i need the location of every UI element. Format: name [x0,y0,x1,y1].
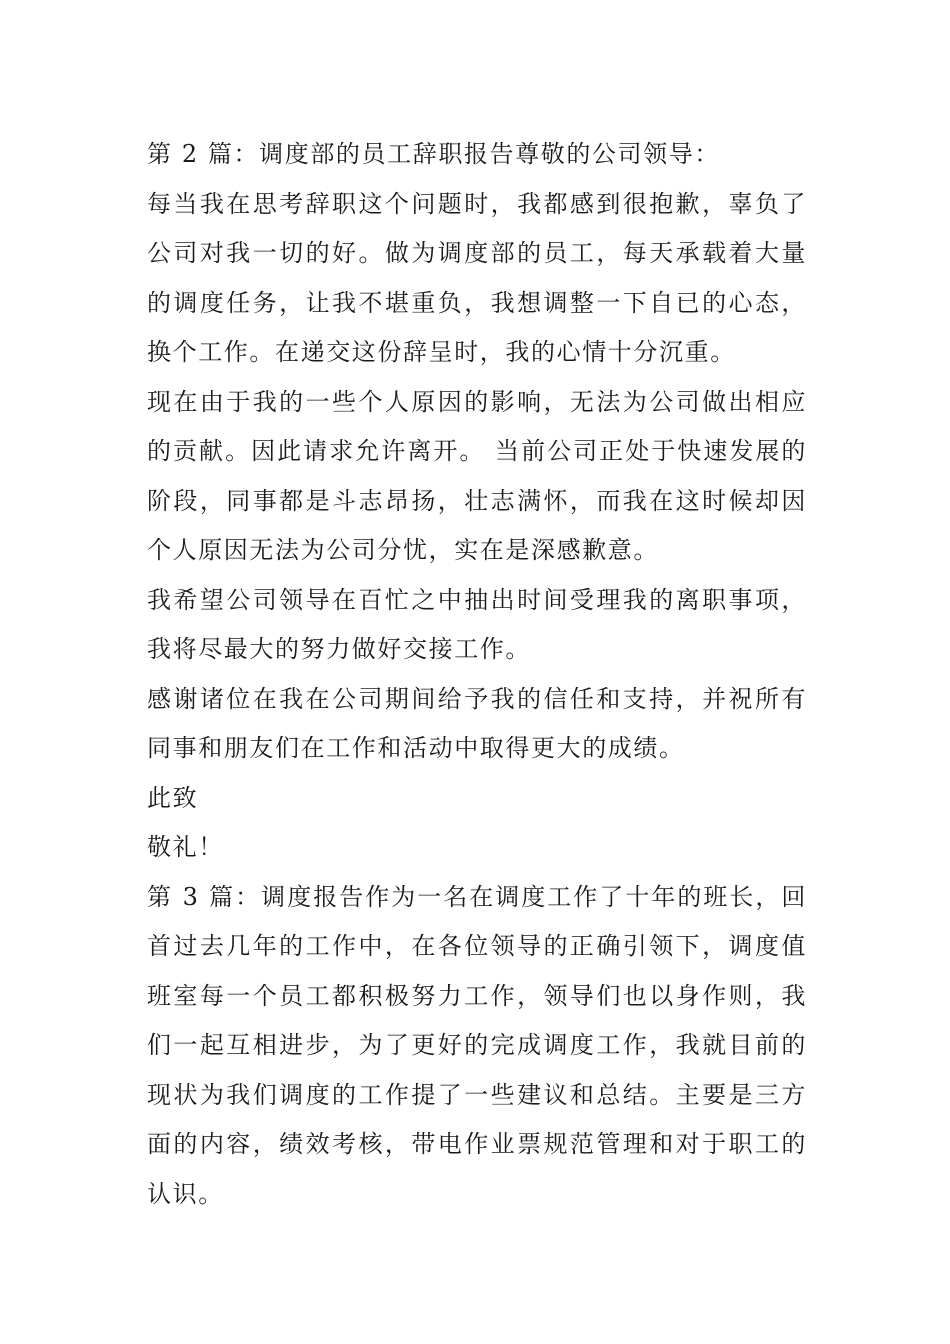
heading-article-3: 第 3 篇：调度报告作为一名在调度工作了十年的班长，回首过去几年的工作中，在各位领导的正确引领下，调度值班室每一个员工都积极努力工作，领导们也以身作则，我们一起互相进步，为了更好的完成调度工作，我就目前的现状为我们调度的工作提了一些建议和总结。主要是三方面的内容，绩效考核，带电作业票规范管理和对于职工的认识。 [147,882,807,1208]
paragraph-reason: 现在由于我的一些个人原因的影响，无法为公司做出相应的贡献。因此请求允许离开。 当前公司正处于快速发展的阶段，同事都是斗志昂扬，壮志满怀，而我在这时候却因个人原因无法为公司分忧，实在是深感歉意。 [147,387,807,564]
closing-jingli: 敬礼！ [147,833,224,861]
closing-cizhi: 此致 [147,783,199,812]
heading-article-2: 第 2 篇：调度部的员工辞职报告尊敬的公司领导： [147,140,720,168]
paragraph-thanks: 感谢诸位在我在公司期间给予我的信任和支持，并祝所有同事和朋友们在工作和活动中取得更大的成绩。 [147,684,807,762]
document-body [147,130,807,1219]
paragraph-apology: 每当我在思考辞职这个问题时，我都感到很抱歉，辜负了公司对我一切的好。做为调度部的员工，每天承载着大量的调度任务，让我不堪重负，我想调整一下自已的心态，换个工作。在递交这份辞呈时，我的心情十分沉重。 [147,189,807,366]
paragraph-request: 我希望公司领导在百忙之中抽出时间受理我的离职事项，我将尽最大的努力做好交接工作。 [147,585,807,663]
